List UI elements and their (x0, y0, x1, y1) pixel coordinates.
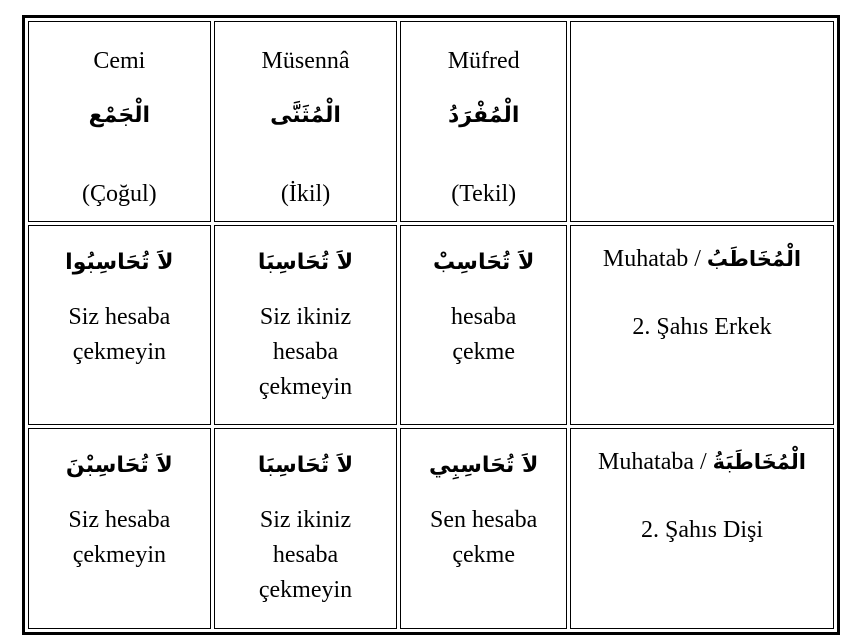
row2-label-title (571, 447, 833, 477)
header-mufred-arabic: الْمُفْرَدُ (448, 103, 520, 128)
row1-mufred-meaning-2: çekme (452, 338, 515, 365)
row2-musenna (214, 428, 398, 629)
row2-musenna-meaning-1: Siz ikiniz (259, 507, 352, 534)
row2-label-sub: 2. Şahıs Dişi (640, 517, 763, 544)
row1-label-latin: Muhatab / (602, 245, 701, 272)
row2-cemi (28, 428, 211, 629)
row1-musenna-meaning-3: çekmeyin (258, 373, 353, 400)
header-empty-cell (570, 21, 834, 222)
header-musenna-arabic: الْمُثَنَّى (270, 103, 341, 128)
row2-musenna-arabic: لاَ تُحَاسِبَا (257, 453, 354, 479)
table-row (28, 225, 834, 426)
row1-mufred-arabic: لاَ تُحَاسِبْ (433, 249, 535, 275)
conjugation-table (22, 15, 840, 635)
row1-musenna (214, 225, 398, 426)
header-mufred-name: Müfred (447, 48, 520, 74)
row1-label (570, 225, 834, 426)
row2-musenna-meaning-3: çekmeyin (258, 577, 353, 604)
row1-cemi-meaning-1: Siz hesaba (68, 303, 171, 330)
row2-mufred-meaning-2: çekme (452, 542, 515, 569)
header-mufred (400, 21, 567, 222)
header-cemi-gloss: (Çoğul) (82, 181, 157, 207)
row1-cemi-arabic: لاَ تُحَاسِبُوا (65, 249, 174, 275)
header-musenna-name: Müsennâ (261, 48, 350, 74)
row1-musenna-arabic: لاَ تُحَاسِبَا (257, 249, 354, 275)
header-cemi (28, 21, 211, 222)
header-mufred-gloss: (Tekil) (451, 181, 517, 207)
row2-label (570, 428, 834, 629)
row2-label-arabic: الْمُخَاطَبَةُ (712, 450, 806, 475)
row2-mufred (400, 428, 567, 629)
table-row (28, 428, 834, 629)
header-musenna-gloss: (İkil) (280, 181, 331, 207)
header-musenna (214, 21, 398, 222)
row2-mufred-arabic: لاَ تُحَاسِبِي (429, 453, 539, 479)
header-cemi-arabic: الْجَمْع (88, 103, 151, 128)
row1-musenna-meaning-1: Siz ikiniz (259, 303, 352, 330)
row2-cemi-meaning-2: çekmeyin (72, 542, 166, 569)
row1-label-sub: 2. Şahıs Erkek (632, 313, 772, 340)
row1-mufred (400, 225, 567, 426)
row1-mufred-meaning-1: hesaba (451, 303, 517, 330)
row1-label-title (571, 244, 833, 274)
row2-label-latin: Muhataba / (598, 449, 707, 476)
row2-cemi-meaning-1: Siz hesaba (68, 507, 171, 534)
row1-cemi (28, 225, 211, 426)
row2-cemi-arabic: لاَ تُحَاسِبْنَ (65, 453, 173, 479)
row1-cemi-meaning-2: çekmeyin (72, 338, 166, 365)
header-cemi-name: Cemi (93, 48, 146, 74)
row2-musenna-meaning-2: hesaba (272, 542, 339, 569)
header-row (28, 21, 834, 222)
row2-mufred-meaning-1: Sen hesaba (430, 507, 538, 534)
row1-musenna-meaning-2: hesaba (272, 338, 339, 365)
row1-label-arabic: الْمُخَاطَبُ (706, 246, 802, 271)
